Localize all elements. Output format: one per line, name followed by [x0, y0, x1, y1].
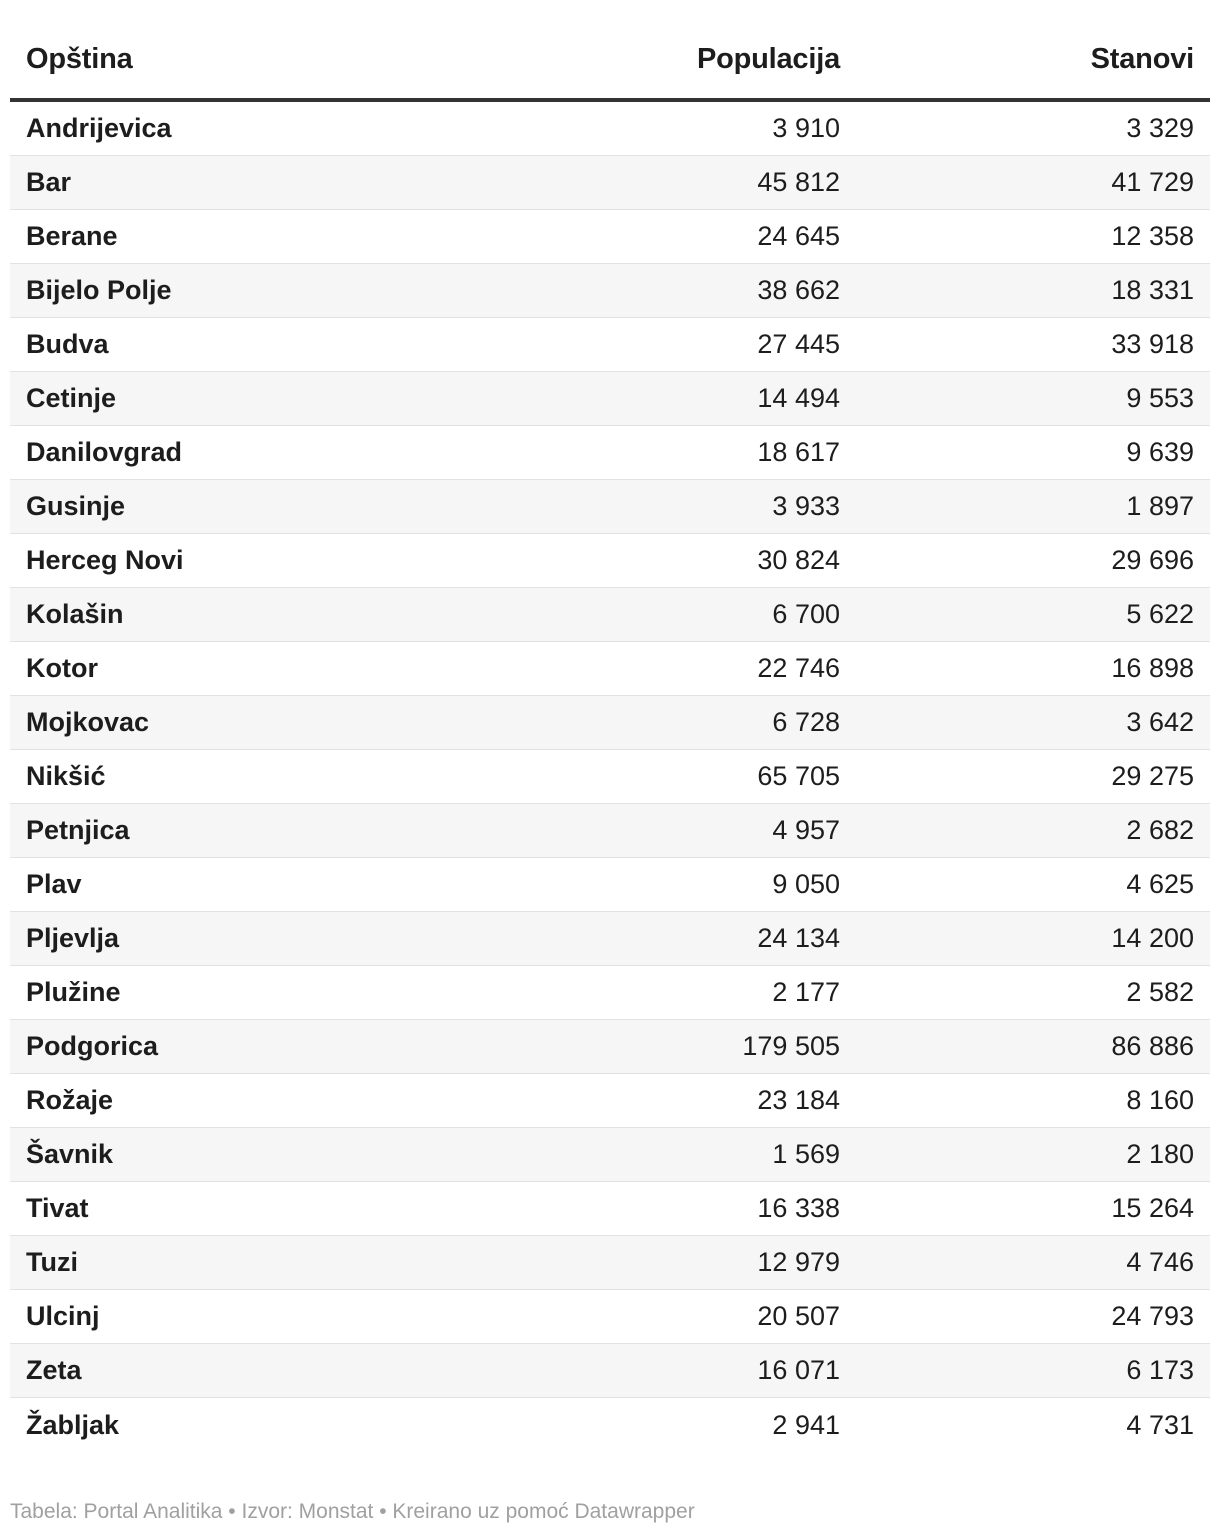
- cell-stanovi: 33 918: [1111, 329, 1194, 359]
- cell-populacija: 1 569: [772, 1139, 840, 1169]
- cell-stanovi: 9 553: [1126, 383, 1194, 413]
- table-body: [10, 102, 1210, 1452]
- table-row: [10, 534, 1210, 588]
- header-stanovi[interactable]: Stanovi: [1090, 43, 1194, 75]
- table-row: [10, 1398, 1210, 1452]
- table-row: [10, 156, 1210, 210]
- cell-opstina: Bijelo Polje: [26, 275, 172, 305]
- cell-populacija: 16 338: [757, 1193, 840, 1223]
- cell-stanovi: 18 331: [1111, 275, 1194, 305]
- cell-stanovi: 16 898: [1111, 653, 1194, 683]
- table-row: [10, 588, 1210, 642]
- table-footer: Tabela: Portal Analitika • Izvor: Monstat • Kreirano uz pomoć Datawrapper: [10, 1500, 695, 1523]
- table-row: [10, 1074, 1210, 1128]
- table-row: [10, 642, 1210, 696]
- table-row: [10, 1236, 1210, 1290]
- cell-stanovi: 4 625: [1126, 869, 1194, 899]
- cell-populacija: 45 812: [757, 167, 840, 197]
- table-row: [10, 480, 1210, 534]
- cell-opstina: Danilovgrad: [26, 437, 183, 467]
- cell-opstina: Andrijevica: [26, 113, 172, 143]
- cell-opstina: Kotor: [26, 653, 98, 683]
- table-row: [10, 804, 1210, 858]
- cell-opstina: Tivat: [26, 1193, 89, 1223]
- cell-opstina: Šavnik: [26, 1139, 114, 1169]
- table-row: [10, 264, 1210, 318]
- cell-stanovi: 29 275: [1111, 761, 1194, 791]
- table-row: [10, 372, 1210, 426]
- cell-opstina: Nikšić: [26, 761, 106, 791]
- cell-opstina: Zeta: [26, 1355, 82, 1385]
- table-row: [10, 1290, 1210, 1344]
- cell-populacija: 22 746: [757, 653, 840, 683]
- cell-stanovi: 8 160: [1126, 1085, 1194, 1115]
- cell-stanovi: 86 886: [1111, 1031, 1194, 1061]
- cell-stanovi: 1 897: [1126, 491, 1194, 521]
- cell-opstina: Berane: [26, 221, 118, 251]
- table-row: [10, 1020, 1210, 1074]
- cell-stanovi: 12 358: [1111, 221, 1194, 251]
- cell-opstina: Plužine: [26, 977, 121, 1007]
- data-table: [10, 0, 1210, 1452]
- cell-opstina: Plav: [26, 869, 82, 899]
- cell-opstina: Tuzi: [26, 1247, 78, 1277]
- header-opstina[interactable]: Opština: [26, 43, 133, 75]
- cell-opstina: Pljevlja: [26, 923, 120, 953]
- cell-opstina: Bar: [26, 167, 72, 197]
- table-row: [10, 1182, 1210, 1236]
- cell-stanovi: 2 180: [1126, 1139, 1194, 1169]
- cell-populacija: 16 071: [757, 1355, 840, 1385]
- cell-populacija: 4 957: [772, 815, 840, 845]
- cell-populacija: 38 662: [757, 275, 840, 305]
- cell-populacija: 2 177: [772, 977, 840, 1007]
- cell-populacija: 6 728: [772, 707, 840, 737]
- cell-populacija: 30 824: [757, 545, 840, 575]
- cell-opstina: Cetinje: [26, 383, 117, 413]
- cell-opstina: Herceg Novi: [26, 545, 184, 575]
- table-header: [10, 0, 1210, 102]
- cell-opstina: Kolašin: [26, 599, 124, 629]
- cell-opstina: Budva: [26, 329, 109, 359]
- cell-stanovi: 6 173: [1126, 1355, 1194, 1385]
- table-row: [10, 966, 1210, 1020]
- cell-opstina: Gusinje: [26, 491, 126, 521]
- cell-stanovi: 3 329: [1126, 113, 1194, 143]
- cell-stanovi: 4 731: [1126, 1409, 1194, 1440]
- table-row: [10, 102, 1210, 156]
- cell-populacija: 3 933: [772, 491, 840, 521]
- cell-stanovi: 2 582: [1126, 977, 1194, 1007]
- cell-stanovi: 3 642: [1126, 707, 1194, 737]
- cell-stanovi: 9 639: [1126, 437, 1194, 467]
- cell-stanovi: 15 264: [1111, 1193, 1194, 1223]
- cell-populacija: 179 505: [742, 1031, 840, 1061]
- cell-populacija: 2 941: [772, 1409, 840, 1440]
- cell-populacija: 20 507: [757, 1301, 840, 1331]
- cell-stanovi: 4 746: [1126, 1247, 1194, 1277]
- cell-populacija: 18 617: [757, 437, 840, 467]
- cell-populacija: 14 494: [757, 383, 840, 413]
- cell-populacija: 24 134: [757, 923, 840, 953]
- cell-populacija: 27 445: [757, 329, 840, 359]
- table-row: [10, 858, 1210, 912]
- cell-stanovi: 29 696: [1111, 545, 1194, 575]
- cell-opstina: Petnjica: [26, 815, 130, 845]
- cell-stanovi: 41 729: [1111, 167, 1194, 197]
- cell-stanovi: 5 622: [1126, 599, 1194, 629]
- cell-opstina: Podgorica: [26, 1031, 159, 1061]
- header-populacija[interactable]: Populacija: [696, 43, 840, 75]
- cell-opstina: Ulcinj: [26, 1301, 100, 1331]
- table-row: [10, 1128, 1210, 1182]
- table-row: [10, 696, 1210, 750]
- cell-populacija: 6 700: [772, 599, 840, 629]
- table-row: [10, 1344, 1210, 1398]
- cell-populacija: 12 979: [757, 1247, 840, 1277]
- cell-opstina: Mojkovac: [26, 707, 150, 737]
- table-row: [10, 318, 1210, 372]
- table-row: [10, 750, 1210, 804]
- table-row: [10, 426, 1210, 480]
- cell-stanovi: 14 200: [1111, 923, 1194, 953]
- table-row: [10, 912, 1210, 966]
- cell-opstina: Rožaje: [26, 1085, 114, 1115]
- cell-opstina: Žabljak: [26, 1409, 120, 1440]
- cell-populacija: 23 184: [757, 1085, 840, 1115]
- cell-stanovi: 24 793: [1111, 1301, 1194, 1331]
- cell-populacija: 9 050: [772, 869, 840, 899]
- table-row: [10, 210, 1210, 264]
- cell-populacija: 3 910: [772, 113, 840, 143]
- cell-populacija: 24 645: [757, 221, 840, 251]
- cell-stanovi: 2 682: [1126, 815, 1194, 845]
- cell-populacija: 65 705: [757, 761, 840, 791]
